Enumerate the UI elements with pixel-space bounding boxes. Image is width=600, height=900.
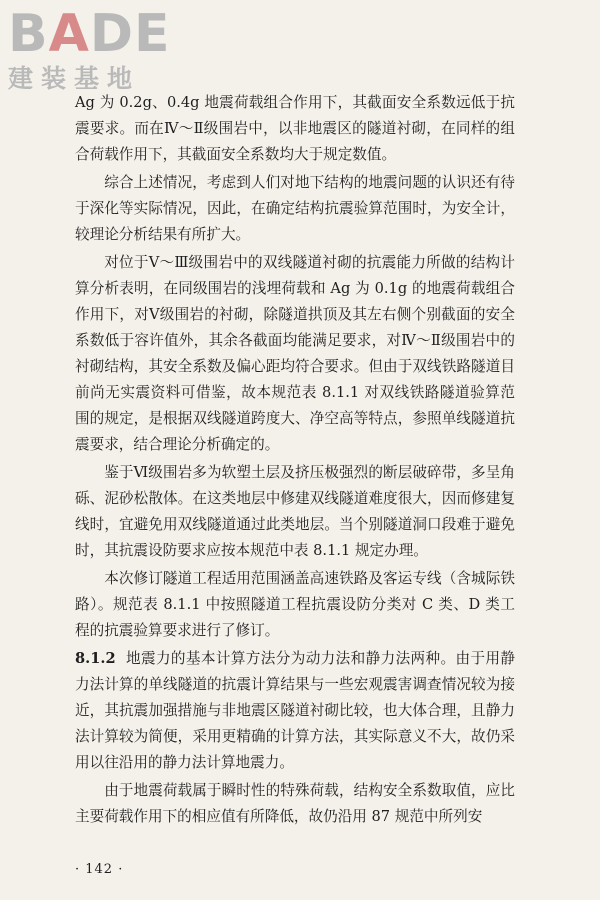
- bade-logo: [8, 6, 183, 96]
- paragraph-continued: Ag 为 0.2g、0.4g 地震荷载组合作用下，其截面安全系数远低于抗震要求。而在Ⅳ～Ⅱ级围岩中，以非地震区的隧道衬砌，在同样的组合荷载作用下，其截面安全系数均大于规定数值。: [75, 94, 515, 163]
- section-number: 8.1.2: [75, 650, 116, 667]
- document-page: [75, 90, 515, 830]
- paragraph-double-track-analysis: 对位于Ⅴ～Ⅲ级围岩中的双线隧道衬砌的抗震能力所做的结构计算分析表明，在同级围岩的浅埋荷载和 Ag 为 0.1g 的地震荷载组合作用下，对Ⅴ级围岩的衬砌，除隧道拱顶及其左右侧个别截面的安全系数低于容许值外，其余各截面均能满足要求，对Ⅳ～Ⅱ级围岩中的衬砌结构，其安全系数及偏心距均符合要求。但由于双线铁路隧道目前尚无实震资料可借鉴，故本规范表 8.1.1 对双线铁路隧道验算范围的规定，是根据双线隧道跨度大、净空高等特点，参照单线隧道抗震要求，结合理论分析确定的。: [75, 254, 515, 453]
- section-text: 地震力的基本计算方法分为动力法和静力法两种。由于用静力法计算的单线隧道的抗震计算结果与一些宏观震害调查情况较为接近，其抗震加强措施与非地震区隧道衬砌比较，也大体合理，且静力法计算较为简便，采用更精确的计算方法，其实际意义不大，故仍采用以往沿用的静力法计算地震力。: [75, 650, 515, 771]
- logo-subtitle: 建装基地: [8, 64, 141, 93]
- page-number: · 142 ·: [75, 862, 124, 877]
- paragraph-revision-scope: 本次修订隧道工程适用范围涵盖高速铁路及客运专线（含城际铁路）。规范表 8.1.1 中按照隧道工程抗震设防分类对 C 类、D 类工程的抗震验算要求进行了修订。: [75, 570, 515, 639]
- paragraph-summary: 综合上述情况，考虑到人们对地下结构的地震问题的认识还有待于深化等实际情况，因此，在确定结构抗震验算范围时，为安全计，较理论分析结果有所扩大。: [75, 174, 515, 243]
- section-8-1-2: [75, 646, 515, 776]
- paragraph-grade-vi-rock: 鉴于Ⅵ级围岩多为软塑土层及挤压极强烈的断层破碎带，多呈角砾、泥砂松散体。在这类地层中修建双线隧道难度很大，因而修建复线时，宜避免用双线隧道通过此类地层。当个别隧道洞口段难于避免时，其抗震设防要求应按本规范中表 8.1.1 规定办理。: [75, 464, 515, 559]
- paragraph-seismic-load: 由于地震荷载属于瞬时性的特殊荷载，结构安全系数取值，应比主要荷载作用下的相应值有所降低，故仍沿用 87 规范中所列安: [75, 782, 515, 825]
- logo-wordmark: BADE: [8, 4, 171, 64]
